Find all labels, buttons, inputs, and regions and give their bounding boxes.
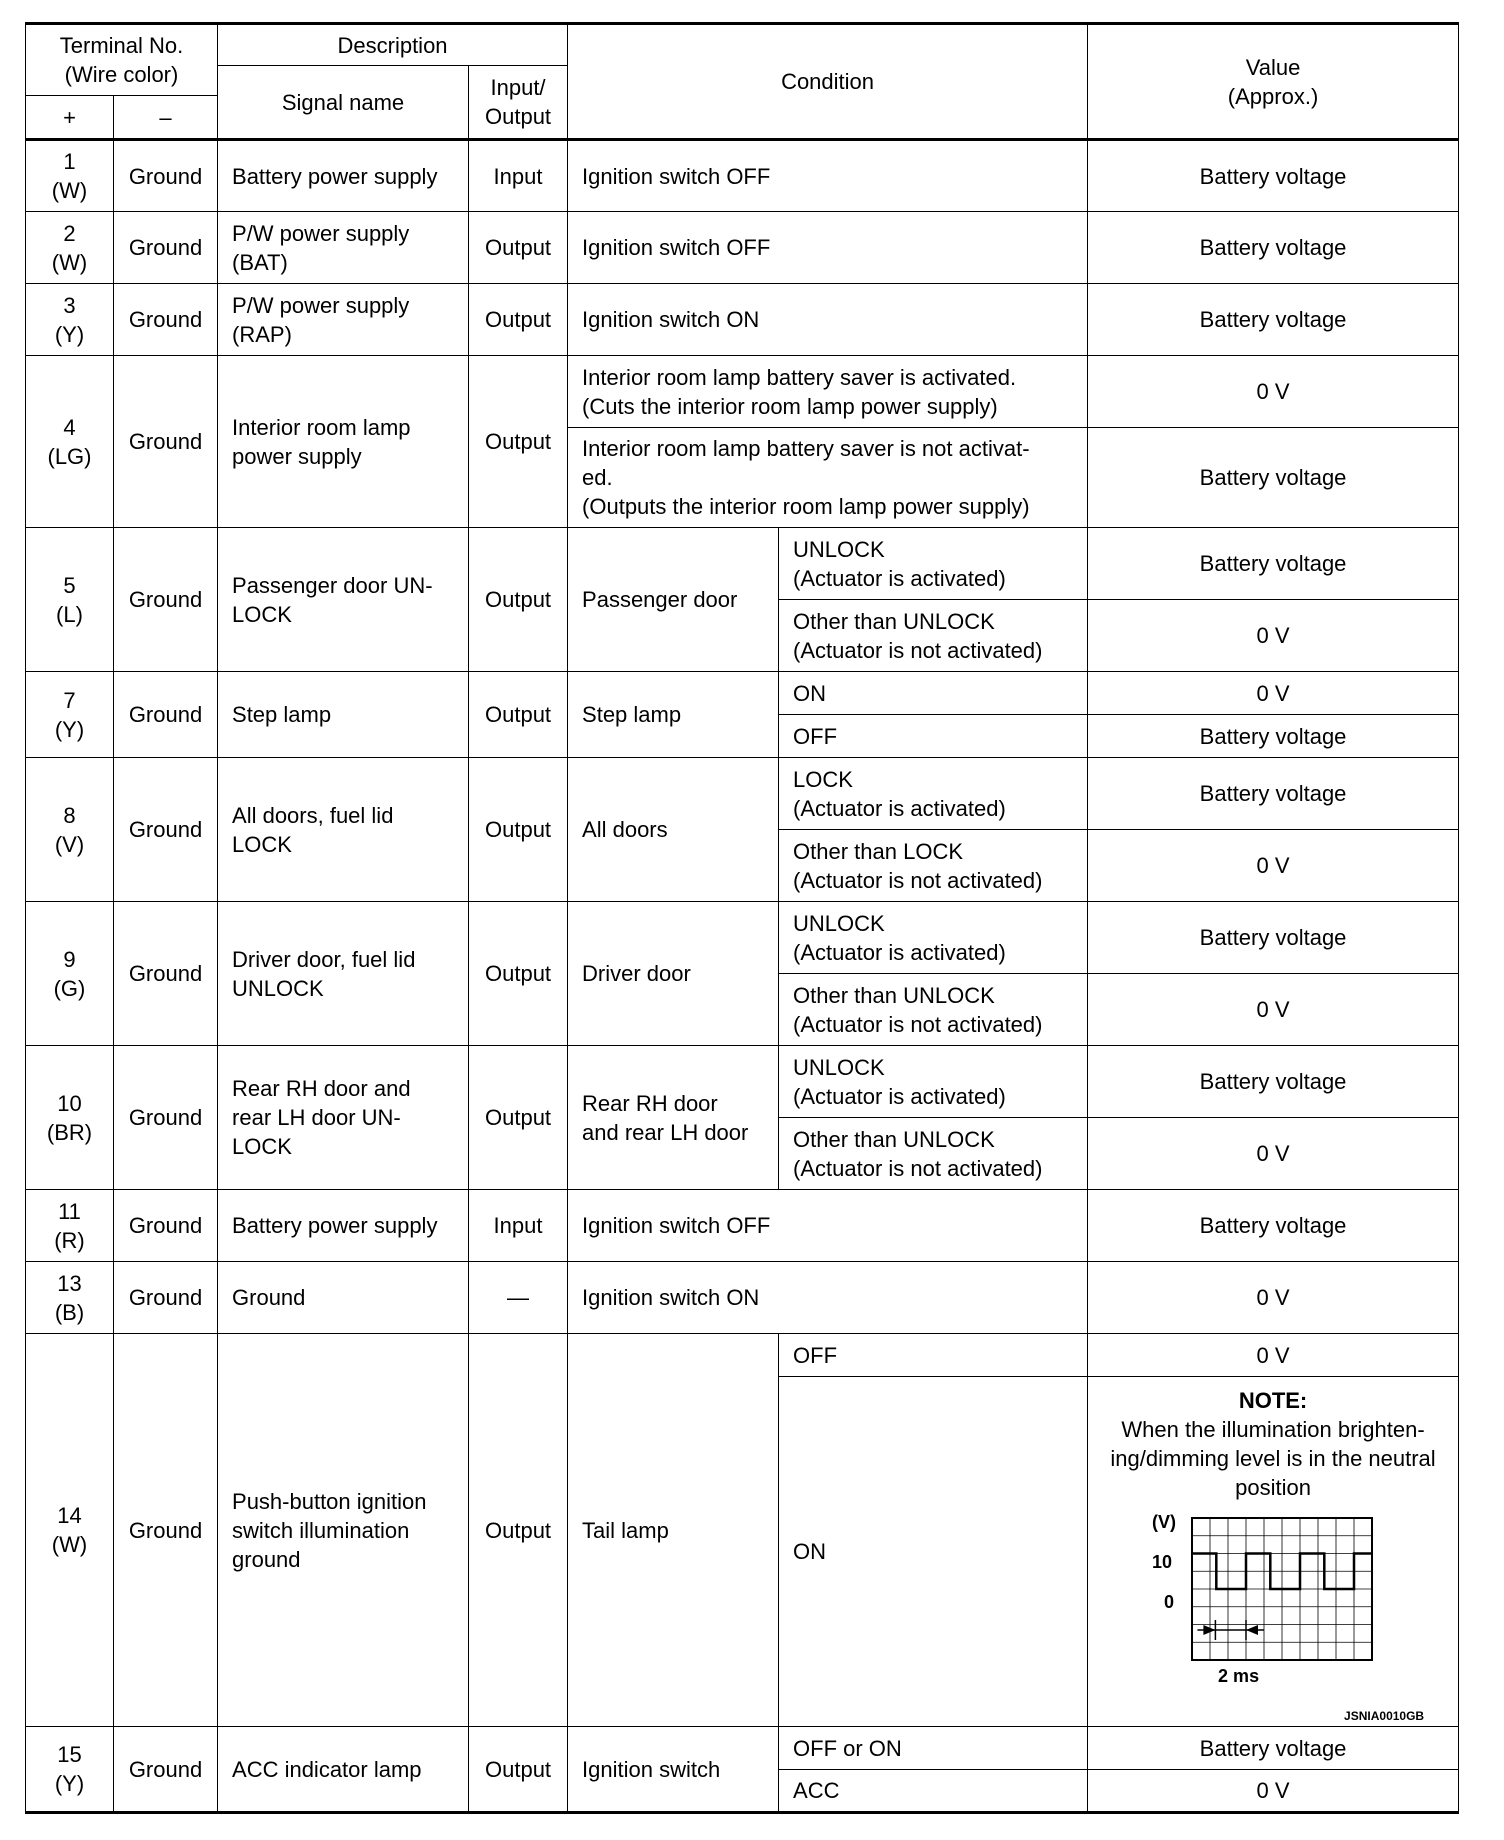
io-cell: Output <box>469 528 568 672</box>
waveform-figure <box>1108 1508 1438 1723</box>
table-row <box>26 140 1459 212</box>
ground-cell: Ground <box>114 1046 218 1190</box>
signal-cell: Step lamp <box>218 672 469 758</box>
value-cell: Battery voltage <box>1088 1046 1459 1118</box>
io-cell: Output <box>469 284 568 356</box>
ground-cell: Ground <box>114 140 218 212</box>
subcondition-cell: UNLOCK (Actuator is activated) <box>779 1046 1088 1118</box>
subcondition-cell: OFF or ON <box>779 1727 1088 1770</box>
table-row <box>26 672 1459 715</box>
terminal-cell: 4 (LG) <box>26 356 114 528</box>
condition-cell: Passenger door <box>568 528 779 672</box>
subcondition-cell: ACC <box>779 1770 1088 1813</box>
value-cell: Battery voltage <box>1088 284 1459 356</box>
terminal-cell: 10 (BR) <box>26 1046 114 1190</box>
header-condition: Condition <box>568 24 1088 140</box>
subcondition-cell: OFF <box>779 1334 1088 1377</box>
subcondition-cell: UNLOCK (Actuator is activated) <box>779 902 1088 974</box>
ground-cell: Ground <box>114 1334 218 1727</box>
io-cell: Output <box>469 902 568 1046</box>
terminal-cell: 11 (R) <box>26 1190 114 1262</box>
signal-cell: ACC indicator lamp <box>218 1727 469 1813</box>
note-cell <box>1088 1377 1459 1727</box>
table-row <box>26 1727 1459 1770</box>
value-cell: 0 V <box>1088 1118 1459 1190</box>
subcondition-cell: Other than UNLOCK (Actuator is not activated) <box>779 1118 1088 1190</box>
header-terminal-no: Terminal No. (Wire color) <box>26 24 218 96</box>
io-cell: Output <box>469 1334 568 1727</box>
io-cell: Input <box>469 140 568 212</box>
ground-cell: Ground <box>114 902 218 1046</box>
condition-cell: All doors <box>568 758 779 902</box>
terminal-spec-table <box>25 22 1459 1814</box>
terminal-cell: 8 (V) <box>26 758 114 902</box>
signal-cell: Driver door, fuel lid UNLOCK <box>218 902 469 1046</box>
header-description: Description <box>218 24 568 66</box>
condition-cell: Ignition switch OFF <box>568 140 1088 212</box>
io-cell: Output <box>469 212 568 284</box>
terminal-cell: 1 (W) <box>26 140 114 212</box>
subcondition-cell: ON <box>779 1377 1088 1727</box>
note-title: NOTE: <box>1238 1387 1308 1413</box>
subcondition-cell: Other than UNLOCK (Actuator is not activated) <box>779 974 1088 1046</box>
table-row <box>26 356 1459 428</box>
subcondition-cell: LOCK (Actuator is activated) <box>779 758 1088 830</box>
table-row <box>26 212 1459 284</box>
condition-cell: Ignition switch ON <box>568 284 1088 356</box>
terminal-table-sheet <box>25 22 1459 1814</box>
table-row <box>26 758 1459 830</box>
table-row <box>26 1046 1459 1118</box>
wave-unit-label: (V) <box>1152 1511 1177 1532</box>
header-row-1 <box>26 24 1459 66</box>
condition-cell: Rear RH door and rear LH door <box>568 1046 779 1190</box>
io-cell: Output <box>469 758 568 902</box>
value-cell: Battery voltage <box>1088 758 1459 830</box>
ground-cell: Ground <box>114 672 218 758</box>
condition-cell: Ignition switch ON <box>568 1262 1088 1334</box>
table-row <box>26 1262 1459 1334</box>
terminal-cell: 5 (L) <box>26 528 114 672</box>
header-plus: + <box>26 96 114 140</box>
signal-cell: Ground <box>218 1262 469 1334</box>
condition-cell: Interior room lamp battery saver is not activat- ed. (Outputs the interior room lamp power supply) <box>568 428 1088 528</box>
condition-cell: Ignition switch <box>568 1727 779 1813</box>
terminal-cell: 14 (W) <box>26 1334 114 1727</box>
header-value: Value (Approx.) <box>1088 24 1459 140</box>
signal-cell: P/W power supply (BAT) <box>218 212 469 284</box>
value-cell: 0 V <box>1088 600 1459 672</box>
ground-cell: Ground <box>114 284 218 356</box>
wave-high-label: 10 <box>1152 1551 1173 1572</box>
io-cell: Output <box>469 672 568 758</box>
signal-cell: Battery power supply <box>218 140 469 212</box>
value-cell: Battery voltage <box>1088 1727 1459 1770</box>
table-row <box>26 902 1459 974</box>
io-cell: Output <box>469 1046 568 1190</box>
ground-cell: Ground <box>114 528 218 672</box>
value-cell: Battery voltage <box>1088 1190 1459 1262</box>
io-cell: Output <box>469 356 568 528</box>
value-cell: Battery voltage <box>1088 212 1459 284</box>
signal-cell: Battery power supply <box>218 1190 469 1262</box>
value-cell: 0 V <box>1088 1334 1459 1377</box>
terminal-cell: 2 (W) <box>26 212 114 284</box>
value-cell: Battery voltage <box>1088 715 1459 758</box>
signal-cell: P/W power supply (RAP) <box>218 284 469 356</box>
note-line: ing/dimming level is in the neutral <box>1110 1445 1436 1471</box>
value-cell: Battery voltage <box>1088 902 1459 974</box>
condition-cell: Ignition switch OFF <box>568 1190 1088 1262</box>
condition-cell: Interior room lamp battery saver is activated. (Cuts the interior room lamp power supply) <box>568 356 1088 428</box>
value-cell: 0 V <box>1088 1770 1459 1813</box>
subcondition-cell: OFF <box>779 715 1088 758</box>
header-minus: – <box>114 96 218 140</box>
value-cell: 0 V <box>1088 974 1459 1046</box>
condition-cell: Step lamp <box>568 672 779 758</box>
ground-cell: Ground <box>114 1262 218 1334</box>
condition-cell: Ignition switch OFF <box>568 212 1088 284</box>
table-row <box>26 1190 1459 1262</box>
subcondition-cell: UNLOCK (Actuator is activated) <box>779 528 1088 600</box>
io-cell: Input <box>469 1190 568 1262</box>
terminal-cell: 13 (B) <box>26 1262 114 1334</box>
value-cell: 0 V <box>1088 356 1459 428</box>
table-row <box>26 1334 1459 1377</box>
header-signal-name: Signal name <box>218 66 469 140</box>
value-cell: 0 V <box>1088 830 1459 902</box>
value-cell: 0 V <box>1088 672 1459 715</box>
terminal-cell: 15 (Y) <box>26 1727 114 1813</box>
note-line: position <box>1235 1474 1311 1500</box>
header-input-output: Input/ Output <box>469 66 568 140</box>
wave-low-label: 0 <box>1164 1591 1175 1612</box>
ground-cell: Ground <box>114 1190 218 1262</box>
table-row <box>26 284 1459 356</box>
subcondition-cell: Other than UNLOCK (Actuator is not activated) <box>779 600 1088 672</box>
signal-cell: All doors, fuel lid LOCK <box>218 758 469 902</box>
terminal-cell: 3 (Y) <box>26 284 114 356</box>
note-line: When the illumination brighten- <box>1121 1416 1425 1442</box>
ground-cell: Ground <box>114 212 218 284</box>
terminal-cell: 7 (Y) <box>26 672 114 758</box>
wave-period-label: 2 ms <box>1218 1665 1260 1686</box>
ground-cell: Ground <box>114 356 218 528</box>
waveform-plot <box>1108 1508 1438 1718</box>
signal-cell: Interior room lamp power supply <box>218 356 469 528</box>
signal-cell: Passenger door UN- LOCK <box>218 528 469 672</box>
value-cell: Battery voltage <box>1088 140 1459 212</box>
signal-cell: Rear RH door and rear LH door UN- LOCK <box>218 1046 469 1190</box>
table-row <box>26 528 1459 600</box>
value-cell: Battery voltage <box>1088 428 1459 528</box>
condition-cell: Tail lamp <box>568 1334 779 1727</box>
signal-cell: Push-button ignition switch illumination ground <box>218 1334 469 1727</box>
io-cell: — <box>469 1262 568 1334</box>
value-cell: 0 V <box>1088 1262 1459 1334</box>
value-cell: Battery voltage <box>1088 528 1459 600</box>
figure-id: JSNIA0010GB <box>1344 1708 1425 1723</box>
subcondition-cell: Other than LOCK (Actuator is not activated) <box>779 830 1088 902</box>
io-cell: Output <box>469 1727 568 1813</box>
note-box <box>1094 1386 1452 1502</box>
terminal-cell: 9 (G) <box>26 902 114 1046</box>
ground-cell: Ground <box>114 758 218 902</box>
condition-cell: Driver door <box>568 902 779 1046</box>
subcondition-cell: ON <box>779 672 1088 715</box>
ground-cell: Ground <box>114 1727 218 1813</box>
